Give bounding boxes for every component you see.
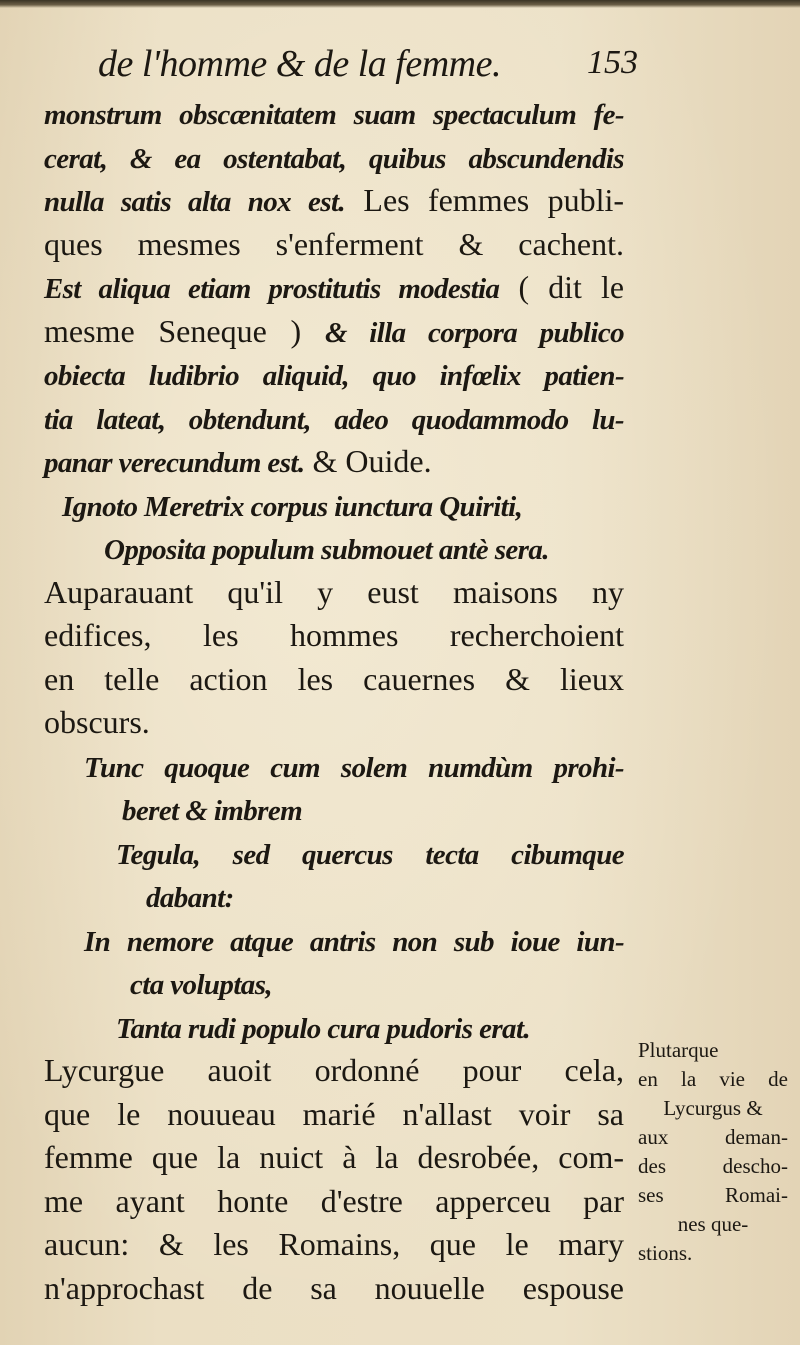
- text-line: [44, 310, 624, 354]
- text-line: [44, 962, 624, 1006]
- margin-note: [638, 1036, 788, 1268]
- text-line: [44, 745, 624, 789]
- latin-text-segment: & illa corpora publico: [324, 316, 624, 349]
- latin-text-segment: tia lateat, obtendunt, adeo quodammodo lu-: [44, 403, 624, 436]
- text-line: [44, 484, 624, 528]
- latin-text-segment: cerat, & ea ostentabat, quibus abscundendis: [44, 142, 624, 175]
- french-text-segment: Lycurgue auoit ordonné pour cela,: [44, 1052, 624, 1088]
- french-text-segment: Les femmes publi-: [345, 182, 624, 218]
- text-line: [44, 266, 624, 310]
- latin-text-segment: Tegula, sed quercus tecta cibumque: [116, 838, 624, 871]
- text-line: [44, 1136, 624, 1180]
- running-head: [98, 42, 638, 92]
- latin-text-segment: Ignoto Meretrix corpus iunctura Quiriti,: [62, 490, 523, 523]
- text-line: [44, 614, 624, 658]
- text-line: [44, 1006, 624, 1050]
- margin-note-line: stions.: [638, 1241, 693, 1265]
- text-line: [44, 701, 624, 745]
- text-line: [44, 223, 624, 267]
- latin-text-segment: obiecta ludibrio aliquid, quo infœlix patien-: [44, 360, 624, 392]
- text-line: [44, 1180, 624, 1224]
- page-number: 153: [587, 44, 638, 81]
- text-line: [44, 832, 624, 876]
- french-text-segment: ( dit le: [499, 270, 624, 305]
- page-top-edge: [0, 0, 800, 8]
- text-line: [44, 527, 624, 571]
- latin-text-segment: beret & imbrem: [122, 795, 303, 827]
- text-line: [44, 353, 624, 397]
- text-line: [44, 919, 624, 963]
- latin-text-segment: cta voluptas,: [130, 969, 273, 1001]
- text-line: [44, 1049, 624, 1093]
- text-line: [44, 136, 624, 180]
- latin-text-segment: Tanta rudi populo cura pudoris erat.: [116, 1012, 531, 1045]
- latin-text-segment: In nemore atque antris non sub ioue iun-: [84, 925, 624, 958]
- text-line: [44, 1093, 624, 1137]
- text-line: [44, 92, 624, 136]
- french-text-segment: femme que la nuict à la desrobée, com-: [44, 1139, 624, 1175]
- french-text-segment: me ayant honte d'estre apperceu par: [44, 1182, 624, 1219]
- text-line: [44, 1267, 624, 1311]
- main-text-block: [44, 92, 624, 1310]
- margin-note-line: des descho-: [638, 1154, 788, 1178]
- text-line: [44, 571, 624, 615]
- latin-text-segment: dabant:: [146, 882, 234, 914]
- margin-note-line: aux deman-: [638, 1125, 788, 1149]
- latin-text-segment: Tunc quoque cum solem numdùm prohi-: [84, 751, 624, 784]
- margin-note-line: nes que-: [677, 1212, 749, 1236]
- text-line: [44, 179, 624, 223]
- latin-text-segment: nulla satis alta nox est.: [44, 186, 346, 218]
- margin-note-line: Lycurgus &: [663, 1096, 763, 1120]
- text-line: [44, 440, 624, 484]
- text-line: [44, 658, 624, 702]
- french-text-segment: edifices, les hommes recherchoient: [44, 617, 624, 653]
- latin-text-segment: monstrum obscænitatem suam spectaculum fe-: [44, 99, 624, 131]
- margin-note-line: Plutarque: [638, 1038, 719, 1062]
- text-line: [44, 397, 624, 441]
- latin-text-segment: Opposita populum submouet antè sera.: [104, 534, 549, 566]
- margin-note-line: en la vie de: [638, 1067, 788, 1091]
- text-line: [44, 1223, 624, 1267]
- french-text-segment: mesme Seneque ): [44, 312, 325, 349]
- text-line: [44, 788, 624, 832]
- french-text-segment: ques mesmes s'enferment & cachent.: [44, 225, 624, 262]
- french-text-segment: n'approchast de sa nouuelle espouse: [44, 1269, 624, 1306]
- french-text-segment: que le nouueau marié n'allast voir sa: [44, 1095, 624, 1132]
- french-text-segment: obscurs.: [44, 704, 150, 740]
- french-text-segment: Auparauant qu'il y eust maisons ny: [44, 573, 624, 610]
- french-text-segment: aucun: & les Romains, que le mary: [44, 1226, 624, 1262]
- margin-note-line: ses Romai-: [638, 1183, 788, 1207]
- french-text-segment: & Ouide.: [304, 443, 432, 479]
- text-line: [44, 875, 624, 919]
- latin-text-segment: Est aliqua etiam prostitutis modestia: [44, 273, 500, 305]
- latin-text-segment: panar verecundum est.: [44, 447, 305, 479]
- french-text-segment: en telle action les cauernes & lieux: [44, 660, 624, 697]
- running-title: de l'homme & de la femme.: [98, 43, 501, 85]
